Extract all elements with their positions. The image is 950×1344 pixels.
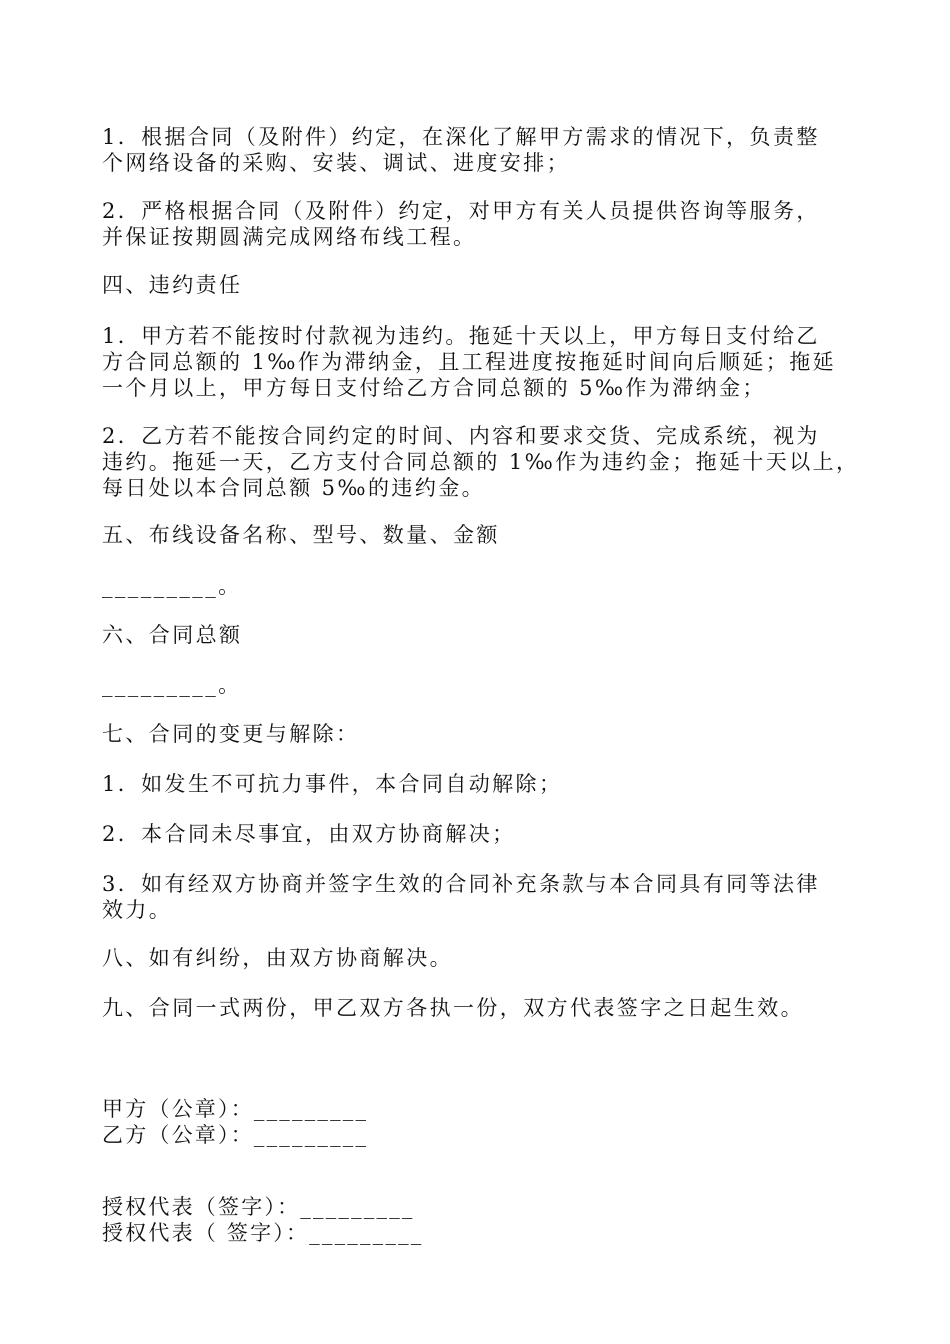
section-heading: 六、合同总额	[102, 623, 243, 647]
fill-in-blank: _________。	[102, 673, 242, 697]
text-line: 效力。	[102, 898, 173, 922]
section-heading: 五、布线设备名称、型号、数量、金额	[102, 523, 500, 547]
party-a-seal-line: 甲方（公章）：_________	[102, 1097, 369, 1121]
section-8	[102, 945, 862, 971]
section-6-heading	[102, 622, 862, 648]
section-heading: 八、如有纠纷，由双方协商解决。	[102, 946, 453, 970]
section-6-blank	[102, 672, 862, 698]
rep-a-signature-line: 授权代表（签字）：_________	[102, 1195, 415, 1219]
section-5-blank	[102, 573, 862, 599]
section-heading: 四、违约责任	[102, 273, 243, 297]
section-9	[102, 995, 862, 1021]
clause-4-item-1	[102, 323, 862, 401]
text-line: 3．如有经双方协商并签字生效的合同补充条款与本合同具有同等法律	[102, 872, 820, 896]
text-line: 2．本合同未尽事宜，由双方协商解决；	[102, 822, 516, 846]
clause-7-item-2	[102, 821, 862, 847]
clause-4-item-2	[102, 423, 862, 501]
clause-3-item-1	[102, 124, 862, 176]
section-7-heading	[102, 721, 862, 747]
text-line: 并保证按期圆满完成网络布线工程。	[102, 225, 477, 249]
text-line: 个网络设备的采购、安装、调试、进度安排；	[102, 151, 570, 175]
text-line: 违约。拖延一天，乙方支付合同总额的 1‰作为违约金；拖延十天以上，	[102, 450, 860, 474]
text-line: 方合同总额的 1‰作为滞纳金，且工程进度按拖延时间向后顺延；拖延	[102, 350, 837, 374]
text-line: 1．甲方若不能按时付款视为违约。拖延十天以上，甲方每日支付给乙	[102, 324, 820, 348]
party-b-seal-line: 乙方（公章）：_________	[102, 1123, 369, 1147]
rep-b-signature-line: 授权代表（ 签字）：_________	[102, 1221, 424, 1245]
clause-7-item-1	[102, 771, 862, 797]
text-line: 一个月以上，甲方每日支付给乙方合同总额的 5‰作为滞纳金；	[102, 376, 766, 400]
section-5-heading	[102, 522, 862, 548]
fill-in-blank: _________。	[102, 574, 242, 598]
section-heading: 七、合同的变更与解除：	[102, 722, 360, 746]
clause-3-item-2	[102, 198, 862, 250]
text-line: 1．根据合同（及附件）约定，在深化了解甲方需求的情况下，负责整	[102, 125, 820, 149]
text-line: 2．严格根据合同（及附件）约定，对甲方有关人员提供咨询等服务，	[102, 199, 820, 223]
text-line: 1．如发生不可抗力事件，本合同自动解除；	[102, 772, 563, 796]
text-line: 每日处以本合同总额 5‰的违约金。	[102, 476, 486, 500]
clause-7-item-3	[102, 871, 862, 923]
text-line: 2．乙方若不能按合同约定的时间、内容和要求交货、完成系统，视为	[102, 424, 820, 448]
section-4-heading	[102, 272, 862, 298]
section-heading: 九、合同一式两份，甲乙双方各执一份，双方代表签字之日起生效。	[102, 996, 804, 1020]
